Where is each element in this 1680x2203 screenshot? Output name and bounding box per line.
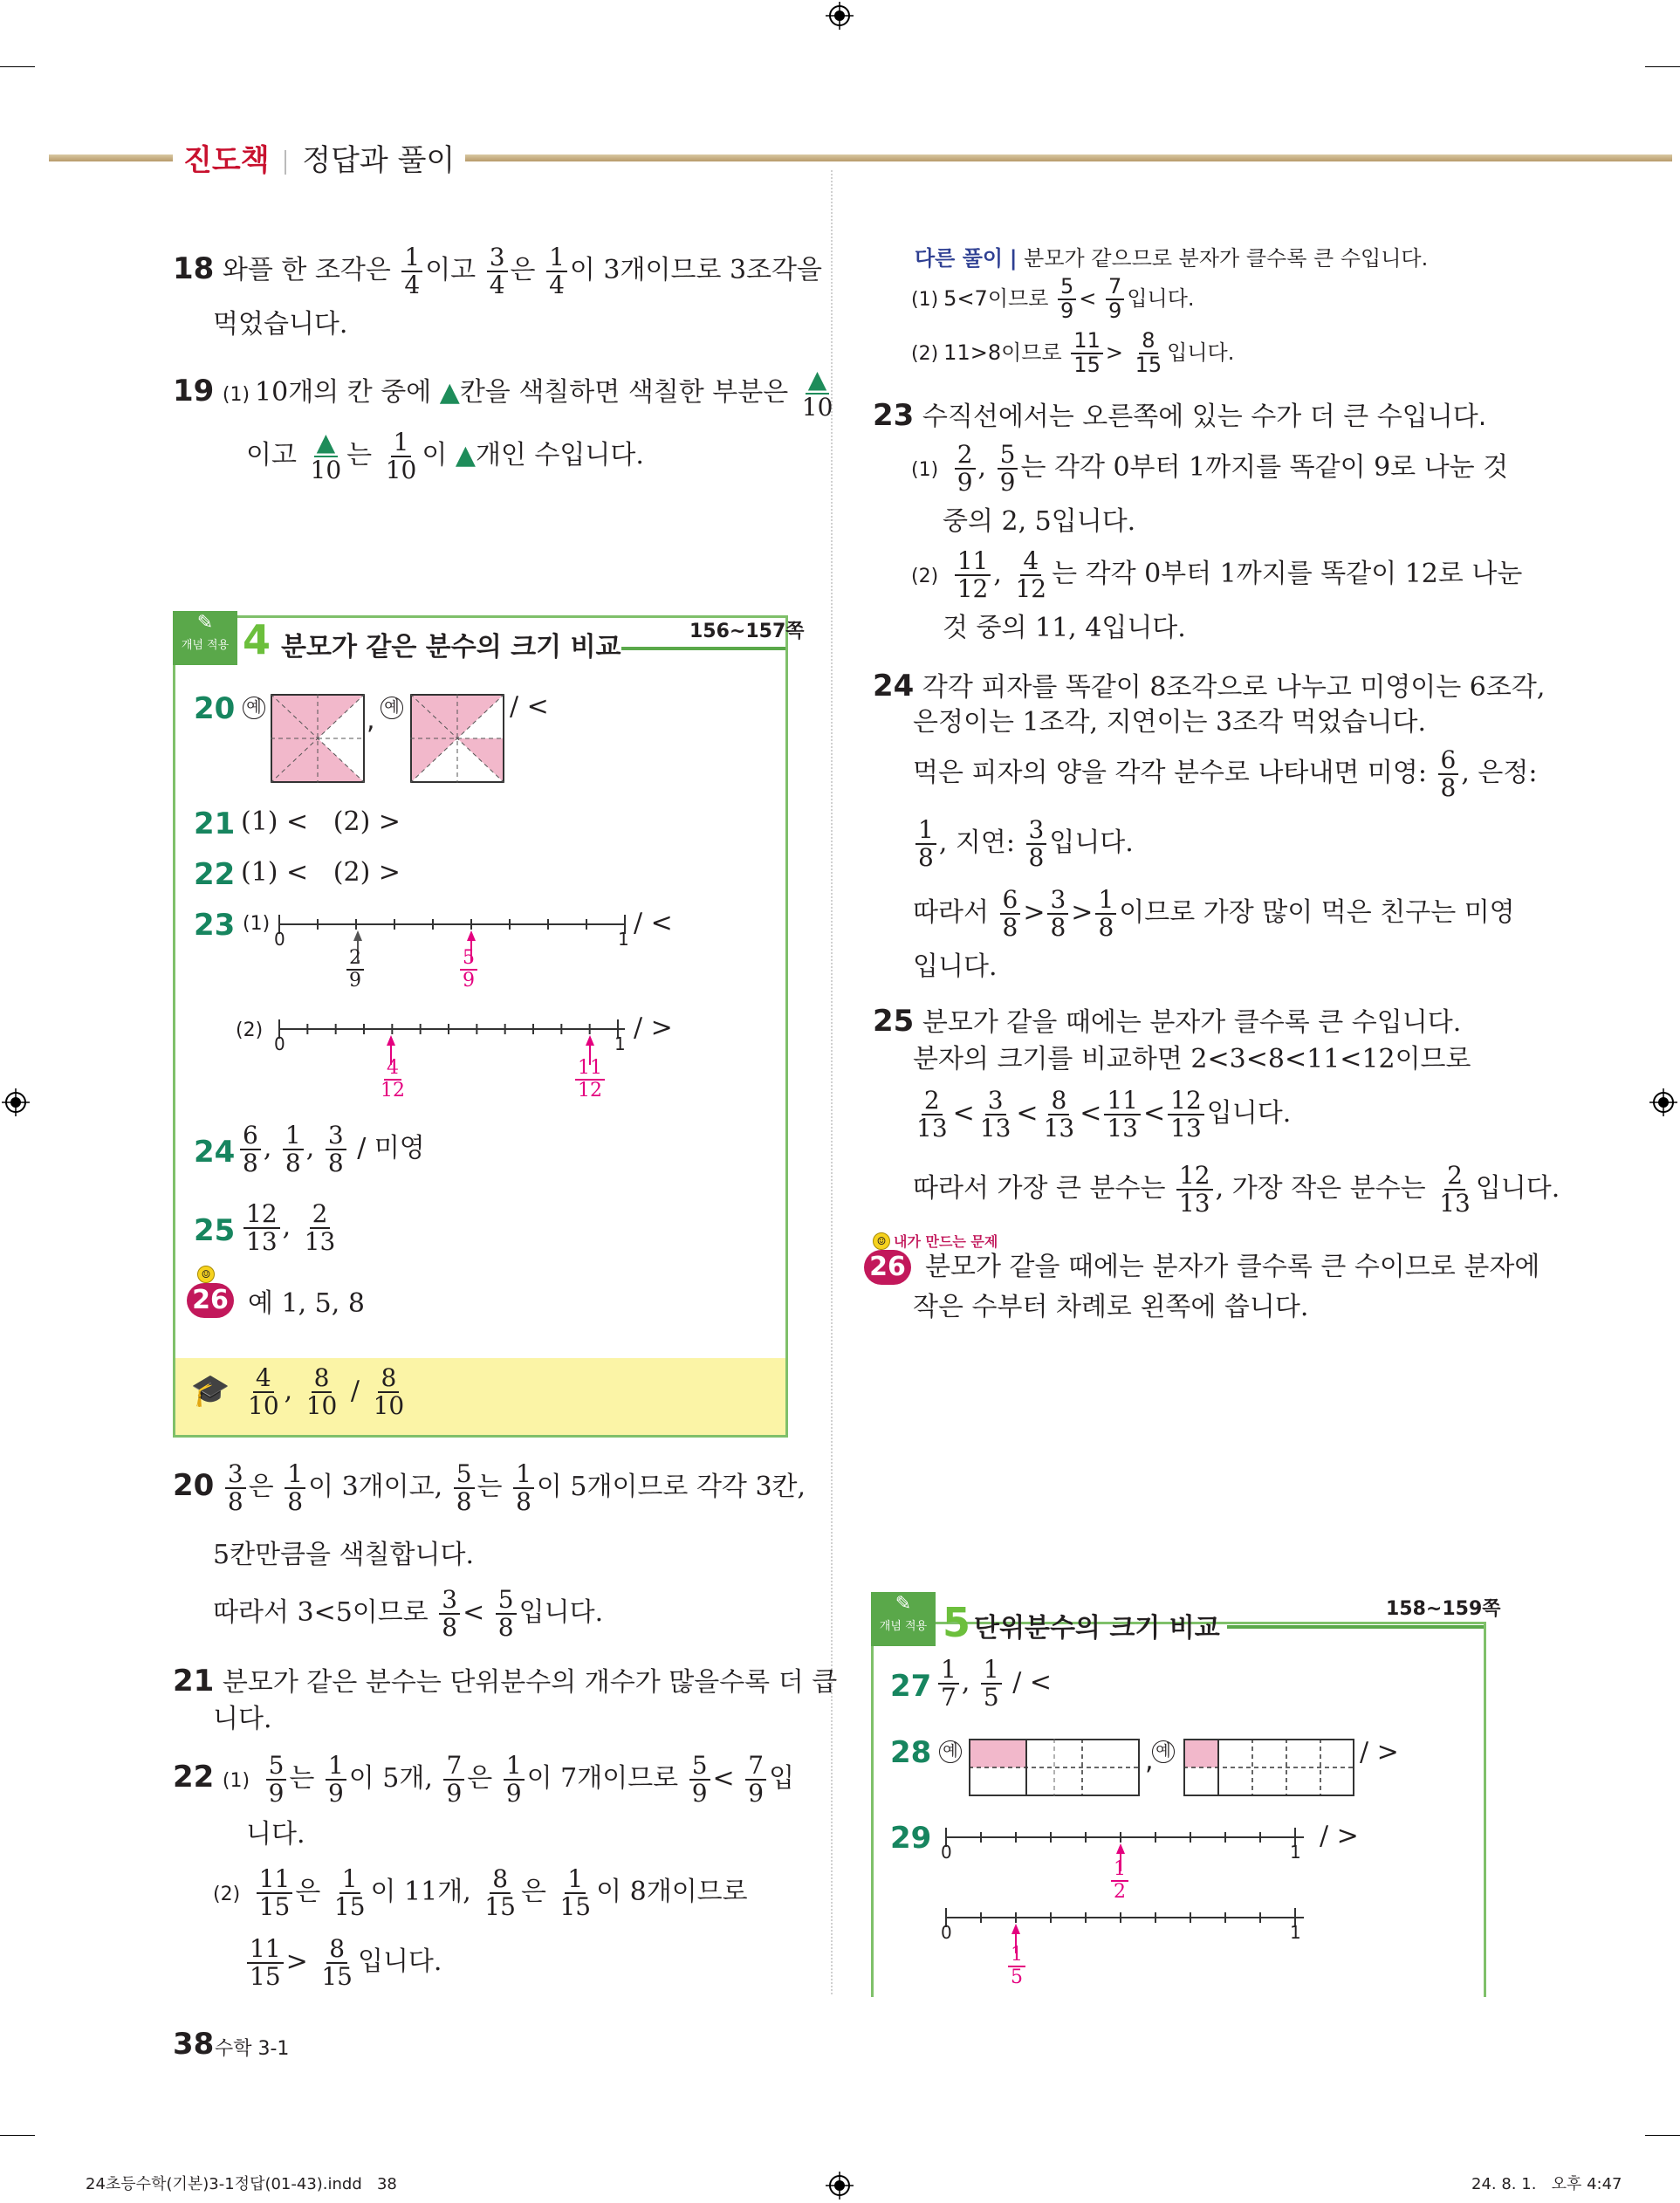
professor-icon: 🎓 (190, 1373, 230, 1409)
q19-number: 19 (173, 374, 215, 409)
q21-number: 21 (173, 1664, 215, 1699)
q22-part2: (2) $\frac{11}{15}$ 은 $\frac{1}{15}$ 이 11개, $\frac{8}{15}$ 은 $\frac{1}{15}$ 이 8개이므로 (213, 1864, 748, 1922)
header-subtitle: 정답과 풀이 (302, 143, 456, 178)
tick-zero: 0 (274, 929, 285, 950)
a28-bar-2 (1183, 1739, 1354, 1796)
mark-1-2: $\frac{1}{2}$ (1111, 1859, 1128, 1903)
q24-line2: 은정이는 1조각, 지연이는 3조각 먹었습니다. (913, 707, 1427, 738)
q18-line2: 먹었습니다. (213, 309, 348, 340)
q22-number: 22 (173, 1760, 215, 1795)
triangle-icon: ▲ (439, 377, 460, 408)
a29-answer: / > (1320, 1821, 1359, 1851)
fraction: $\frac{1}{4}$ (546, 244, 567, 299)
badge-box4 (173, 611, 237, 665)
fraction: $\frac{1}{4}$ (401, 244, 422, 299)
a20-answer: / < (510, 691, 549, 722)
a22-answer: (1) < (2) > (241, 857, 401, 888)
triangle-icon: ▲ (455, 440, 476, 471)
q18 (173, 244, 822, 299)
header-divider (285, 150, 286, 175)
q19-text: 이 (422, 440, 448, 471)
q19-text: 는 (346, 440, 373, 471)
example-badge: 예 (939, 1740, 962, 1763)
q23-s2-line2: 것 중의 11, 4입니다. (943, 613, 1186, 643)
a23-answer-1: / < (634, 908, 673, 938)
q21-line2: 니다. (213, 1704, 272, 1734)
tick-zero: 0 (941, 1842, 952, 1863)
a20-number: 20 (194, 691, 236, 726)
a24-number: 24 (194, 1135, 236, 1170)
box5-number: 5 (943, 1599, 971, 1646)
fraction: $\frac{1}{10}$ (385, 428, 417, 485)
q26-line2: 작은 수부터 차례로 왼쪽에 씁니다. (913, 1292, 1309, 1322)
tick-one: 1 (618, 929, 629, 950)
a23-answer-2: / > (634, 1012, 673, 1043)
q24-line6: 입니다. (913, 951, 998, 982)
q20-line3: 따라서 3<5이므로 $\frac{3}{8}$ < $\frac{5}{8}$ 입니다. (213, 1585, 604, 1643)
a28-answer: / > (1360, 1737, 1399, 1767)
comma: , (1145, 1746, 1154, 1776)
number-line-fifths (943, 1901, 1309, 1985)
example-badge: 예 (381, 697, 403, 719)
q25-line3: $\frac{2}{13}$ < $\frac{3}{13}$ < $\frac{8}{13}$ < $\frac{11}{13}$ < $\frac{12}{13}$ 입니다. (916, 1086, 1292, 1143)
box5-pages: 158~159쪽 (1386, 1598, 1501, 1620)
q19 (173, 367, 838, 421)
q22: 22 (1) $\frac{5}{9}$ 는 $\frac{1}{9}$ 이 5개, $\frac{7}{9}$ 은 $\frac{1}{9}$ 이 7개이므로 $\frac{5}{9}$ < $\frac{7}{9}$ 입 (173, 1751, 795, 1808)
q26-line1: 분모가 같을 때에는 분자가 클수록 큰 수이므로 분자에 (925, 1252, 1540, 1282)
file-name: 24초등수학(기본)3-1정답(01-43).indd 38 (86, 2175, 397, 2193)
q19-line2 (246, 429, 644, 484)
q24-number: 24 (873, 669, 915, 703)
q19-text: 개인 수입니다. (475, 440, 644, 471)
fraction: $\frac{▲}{10}$ (801, 365, 833, 422)
box4-foot-answer: $\frac{4}{10}$ , $\frac{8}{10}$ / $\frac{8}{10}$ (248, 1363, 405, 1421)
fraction: $\frac{3}{4}$ (487, 244, 508, 299)
mark-1-5: $\frac{1}{5}$ (1008, 1945, 1025, 1988)
box4-pages: 156~157쪽 (689, 621, 805, 642)
q20: 20 $\frac{3}{8}$ 은 $\frac{1}{8}$ 이 3개이고, $\frac{5}{8}$ 는 $\frac{1}{8}$ 이 5개이므로 각각 3칸, (173, 1459, 806, 1517)
q21: 21 분모가 같은 분수는 단위분수의 개수가 많을수록 더 큽 (173, 1664, 838, 1699)
print-date: 24. 8. 1. 오후 4:47 (1471, 2175, 1622, 2193)
column-divider (831, 170, 833, 1994)
pencil-icon: ✎ (895, 1593, 912, 1615)
q25-number: 25 (873, 1004, 915, 1039)
q20-number: 20 (173, 1468, 215, 1504)
q22-line2: 니다. (246, 1819, 305, 1850)
other-line1: (1) 5<7이므로 $\frac{5}{9}$ < $\frac{7}{9}$ 입니다. (911, 274, 1195, 323)
q25-line2: 분자의 크기를 비교하면 2<3<8<11<12이므로 (913, 1044, 1471, 1074)
comma: , (367, 705, 375, 736)
smile-icon: ☺ (873, 1232, 890, 1250)
a28-number: 28 (890, 1735, 932, 1770)
smile-icon: ☺ (197, 1266, 215, 1283)
q23-s2: (2) $\frac{11}{12}$ , $\frac{4}{12}$ 는 각각 0부터 1까지를 똑같이 12로 나눈 (911, 546, 1523, 604)
my-problem-label: 내가 만드는 문제 (894, 1233, 998, 1250)
crop-mark (1645, 2135, 1680, 2136)
tick-zero: 0 (941, 1922, 952, 1943)
pencil-icon: ✎ (196, 612, 214, 634)
a28-bar-1 (969, 1739, 1140, 1796)
box5-title-rule (1227, 1625, 1484, 1629)
fraction: $\frac{▲}{10}$ (310, 428, 342, 485)
page-number: 38 (173, 2027, 215, 2062)
a25-number: 25 (194, 1213, 236, 1248)
registration-mark-icon (1649, 1088, 1677, 1116)
box4-title-rule (621, 647, 785, 650)
crop-mark (0, 66, 35, 67)
a25-answer: $\frac{12}{13}$ , $\frac{2}{13}$ (241, 1201, 340, 1255)
q20-line2: 5칸만큼을 색칠합니다. (213, 1540, 474, 1570)
box5-title: 단위분수의 크기 비교 (974, 1613, 1220, 1644)
mark-5-9: $\frac{5}{9}$ (460, 948, 477, 992)
sub-label: (1) (222, 384, 250, 407)
q18-text: 이고 (425, 255, 477, 286)
q22-part2-line2: $\frac{11}{15}$ > $\frac{8}{15}$ 입니다. (244, 1936, 442, 1990)
q23-s1-line2: 중의 2, 5입니다. (943, 506, 1136, 537)
example-badge: 예 (243, 697, 265, 719)
mark-2-9: $\frac{2}{9}$ (346, 948, 364, 992)
a21-answer: (1) < (2) > (241, 806, 401, 837)
q25: 25 분모가 같을 때에는 분자가 클수록 큰 수입니다. (873, 1004, 1462, 1039)
q24-line3: 먹은 피자의 양을 각각 분수로 나타내면 미영: $\frac{6}{8}$ , 은정: (913, 745, 1538, 803)
page-label: 수학 3-1 (215, 2038, 290, 2060)
badge-label: 개념 적용 (181, 639, 230, 652)
q23-number: 23 (873, 398, 915, 433)
box4-number: 4 (243, 616, 271, 663)
q23: 23 수직선에서는 오른쪽에 있는 수가 더 큰 수입니다. (873, 398, 1487, 433)
a27-number: 27 (890, 1669, 932, 1704)
sub-label: (1) (243, 913, 271, 935)
q26-number: 26 (864, 1250, 911, 1285)
q19-text: 10개의 칸 중에 (255, 377, 432, 408)
tick-one: 1 (1290, 1922, 1301, 1943)
sub-label: (2) (236, 1019, 264, 1041)
number-line-9 (276, 908, 642, 995)
mark-11-12: $\frac{11}{12}$ (575, 1058, 605, 1102)
tick-one: 1 (1290, 1842, 1301, 1863)
box4-title: 분모가 같은 분수의 크기 비교 (281, 632, 621, 662)
q24: 24 각각 피자를 똑같이 8조각으로 나누고 미영이는 6조각, (873, 669, 1546, 703)
crop-mark (1645, 66, 1680, 67)
q19-text: 칸을 색칠하면 색칠한 부분은 (459, 377, 789, 408)
registration-mark-icon (2, 1088, 30, 1116)
header-title (173, 136, 465, 179)
other-solution: 다른 풀이 | 분모가 같으므로 분자가 클수록 큰 수입니다. (915, 246, 1429, 271)
a29-number: 29 (890, 1821, 932, 1856)
tick-zero: 0 (274, 1033, 285, 1054)
a24-answer: $\frac{6}{8}$ , $\frac{1}{8}$ , $\frac{3}{8}$ / 미영 (237, 1122, 425, 1177)
q25-line4: 따라서 가장 큰 분수는 $\frac{12}{13}$ , 가장 작은 분수는 $\frac{2}{13}$ 입니다. (913, 1161, 1560, 1218)
header-brand: 진도책 (183, 143, 270, 178)
q18-text: 이 3개이므로 3조각을 (569, 255, 822, 286)
q18-text: 은 (510, 255, 536, 286)
q18-text: 와플 한 조각은 (222, 255, 391, 286)
a27-answer: $\frac{1}{7}$ , $\frac{1}{5}$ / < (936, 1657, 1052, 1711)
other-line2: (2) 11>8이므로 $\frac{11}{15}$ > $\frac{8}{15}$ 입니다. (911, 328, 1235, 377)
a26-answer: 예 1, 5, 8 (248, 1288, 365, 1319)
q23-s1: (1) $\frac{2}{9}$ , $\frac{5}{9}$ 는 각각 0부터 1까지를 똑같이 9로 나눈 것 (911, 440, 1509, 498)
registration-mark-icon (826, 2, 854, 30)
a26-number: 26 (187, 1283, 234, 1318)
q24-line5: 따라서 $\frac{6}{8}$ > $\frac{3}{8}$ > $\frac{1}{8}$ 이므로 가장 많이 먹은 친구는 미영 (913, 885, 1515, 943)
a23-number: 23 (194, 908, 236, 943)
tick-one: 1 (614, 1033, 626, 1054)
a22-number: 22 (194, 857, 236, 892)
q18-number: 18 (173, 251, 215, 287)
a21-number: 21 (194, 806, 236, 841)
crop-mark (0, 2135, 35, 2136)
q19-text: 이고 (246, 440, 297, 471)
registration-mark-icon (826, 2172, 854, 2200)
mark-4-12: $\frac{4}{12}$ (381, 1057, 405, 1102)
a20-grid-1 (271, 694, 365, 783)
a20-grid-2 (410, 694, 504, 783)
q24-line4: $\frac{1}{8}$ , 지연: $\frac{3}{8}$ 입니다. (913, 817, 1134, 871)
badge-label: 개념 적용 (879, 1620, 928, 1633)
example-badge: 예 (1152, 1740, 1175, 1763)
badge-box5 (871, 1592, 936, 1646)
